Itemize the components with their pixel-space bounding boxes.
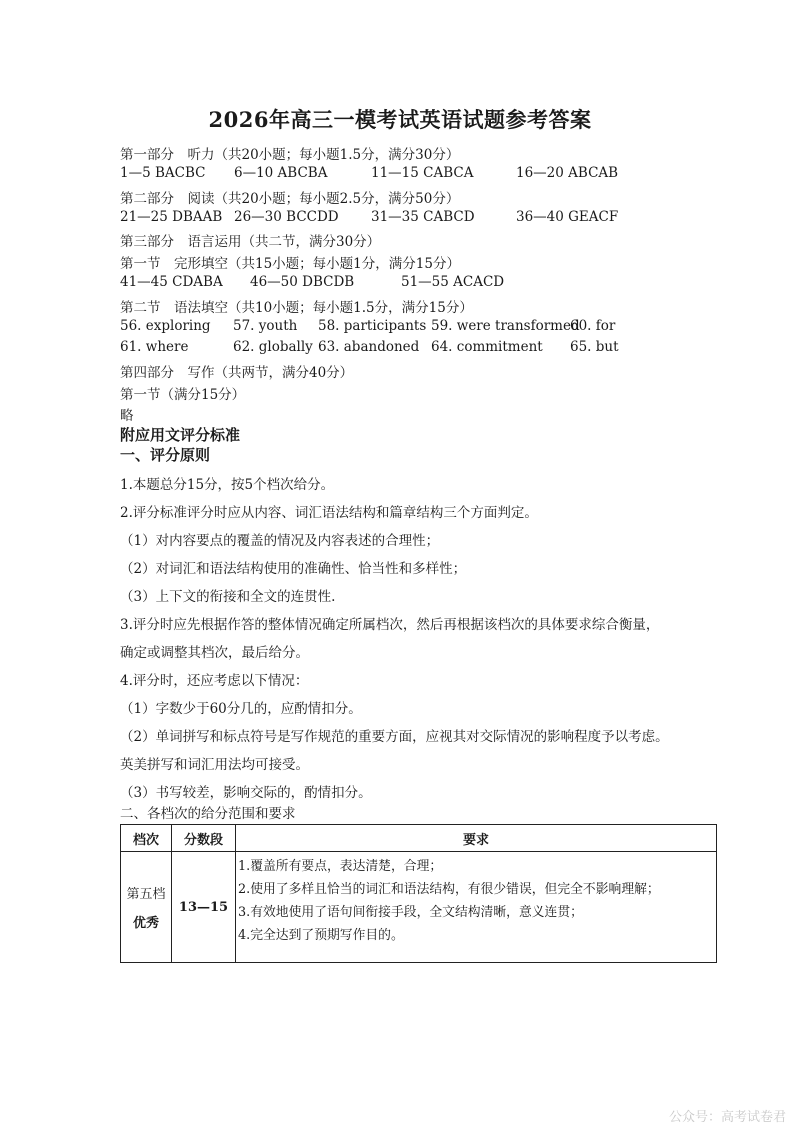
grammar-answer: 56. exploring xyxy=(120,318,211,334)
principles-heading: 一、评分原则 xyxy=(120,446,211,464)
header-level: 档次 xyxy=(121,825,172,852)
part3-section1-heading: 第一节 完形填空（共15小题；每小题1分，满分15分） xyxy=(120,256,460,272)
criteria-line: 2.评分标准评分时应从内容、词汇语法结构和篇章结构三个方面判定。 xyxy=(120,505,538,521)
level-label: 优秀 xyxy=(132,916,159,931)
criteria-line: 1.本题总分15分，按5个档次给分。 xyxy=(120,477,335,493)
answer-group: 11—15 CABCA xyxy=(371,165,474,181)
header-score: 分数段 xyxy=(172,825,236,852)
part2-heading: 第二部分 阅读（共20小题；每小题2.5分，满分50分） xyxy=(120,191,460,207)
answer-group: 31—35 CABCD xyxy=(371,209,475,225)
part1-heading: 第一部分 听力（共20小题；每小题1.5分，满分30分） xyxy=(120,147,460,163)
scoring-table xyxy=(120,824,717,963)
level-cell xyxy=(121,852,172,963)
levels-heading: 二、各档次的给分范围和要求 xyxy=(120,806,296,822)
requirements-cell xyxy=(236,852,717,963)
criteria-line: 3.评分时应先根据作答的整体情况确定所属档次，然后再根据该档次的具体要求综合衡量， xyxy=(120,617,660,633)
requirement-item: 2.使用了多样且恰当的词汇和语法结构，有很少错误，但完全不影响理解； xyxy=(238,882,660,897)
answer-group: 41—45 CDABA xyxy=(120,274,223,290)
criteria-line: （2）对词汇和语法结构使用的准确性、恰当性和多样性； xyxy=(120,561,467,577)
score-cell: 13—15 xyxy=(172,852,236,963)
table-header-row xyxy=(121,825,717,852)
grammar-answer: 65. but xyxy=(570,339,619,355)
part3-heading: 第三部分 语言运用（共二节，满分30分） xyxy=(120,234,381,250)
grammar-answer: 64. commitment xyxy=(431,339,543,355)
page-title: 2026年高三一模考试英语试题参考答案 xyxy=(208,107,592,132)
table-row xyxy=(121,852,717,963)
part4-heading: 第四部分 写作（共两节，满分40分） xyxy=(120,365,354,381)
grammar-answer: 63. abandoned xyxy=(318,339,420,355)
answer-group: 46—50 DBCDB xyxy=(250,274,355,290)
criteria-line: （1）字数少于60分几的，应酌情扣分。 xyxy=(120,701,362,717)
answer-group: 26—30 BCCDD xyxy=(234,209,339,225)
grammar-answer: 58. participants xyxy=(318,318,427,334)
answer-group: 1—5 BACBC xyxy=(120,165,206,181)
requirement-item: 1.覆盖所有要点，表达清楚，合理； xyxy=(238,859,443,874)
answer-group: 51—55 ACACD xyxy=(401,274,505,290)
criteria-line: （2）单词拼写和标点符号是写作规范的重要方面，应视其对交际情况的影响程度予以考虑。 xyxy=(120,729,669,745)
criteria-line: （3）上下文的衔接和全文的连贯性. xyxy=(120,589,336,605)
answer-group: 6—10 ABCBA xyxy=(234,165,328,181)
grammar-answer: 57. youth xyxy=(233,318,298,334)
grammar-answer: 59. were transformed xyxy=(431,318,580,334)
criteria-line: 确定或调整其档次，最后给分。 xyxy=(120,645,309,661)
criteria-line: （3）书写较差，影响交际的，酌情扣分。 xyxy=(120,785,372,801)
part3-section2-heading: 第二节 语法填空（共10小题；每小题1.5分，满分15分） xyxy=(120,300,473,316)
part4-section1-note: 略 xyxy=(120,408,134,424)
answer-group: 21—25 DBAAB xyxy=(120,209,223,225)
requirement-item: 3.有效地使用了语句间衔接手段，全文结构清晰，意义连贯； xyxy=(238,905,583,920)
watermark: 公众号：高考试卷君 xyxy=(668,1110,786,1125)
part4-section1-heading: 第一节（满分15分） xyxy=(120,387,246,403)
header-requirements: 要求 xyxy=(236,825,717,852)
level-name: 第五档 xyxy=(126,887,166,902)
grammar-answer: 61. where xyxy=(120,339,189,355)
criteria-line: 4.评分时，还应考虑以下情况： xyxy=(120,673,309,689)
criteria-line: 英美拼写和词汇用法均可接受。 xyxy=(120,757,309,773)
answer-group: 16—20 ABCAB xyxy=(516,165,619,181)
answer-group: 36—40 GEACF xyxy=(516,209,619,225)
grammar-answer: 62. globally xyxy=(233,339,313,355)
criteria-line: （1）对内容要点的覆盖的情况及内容表述的合理性； xyxy=(120,533,440,549)
grammar-answer: 60. for xyxy=(570,318,616,334)
requirement-item: 4.完全达到了预期写作目的。 xyxy=(238,928,404,943)
criteria-heading: 附应用文评分标准 xyxy=(120,426,241,444)
